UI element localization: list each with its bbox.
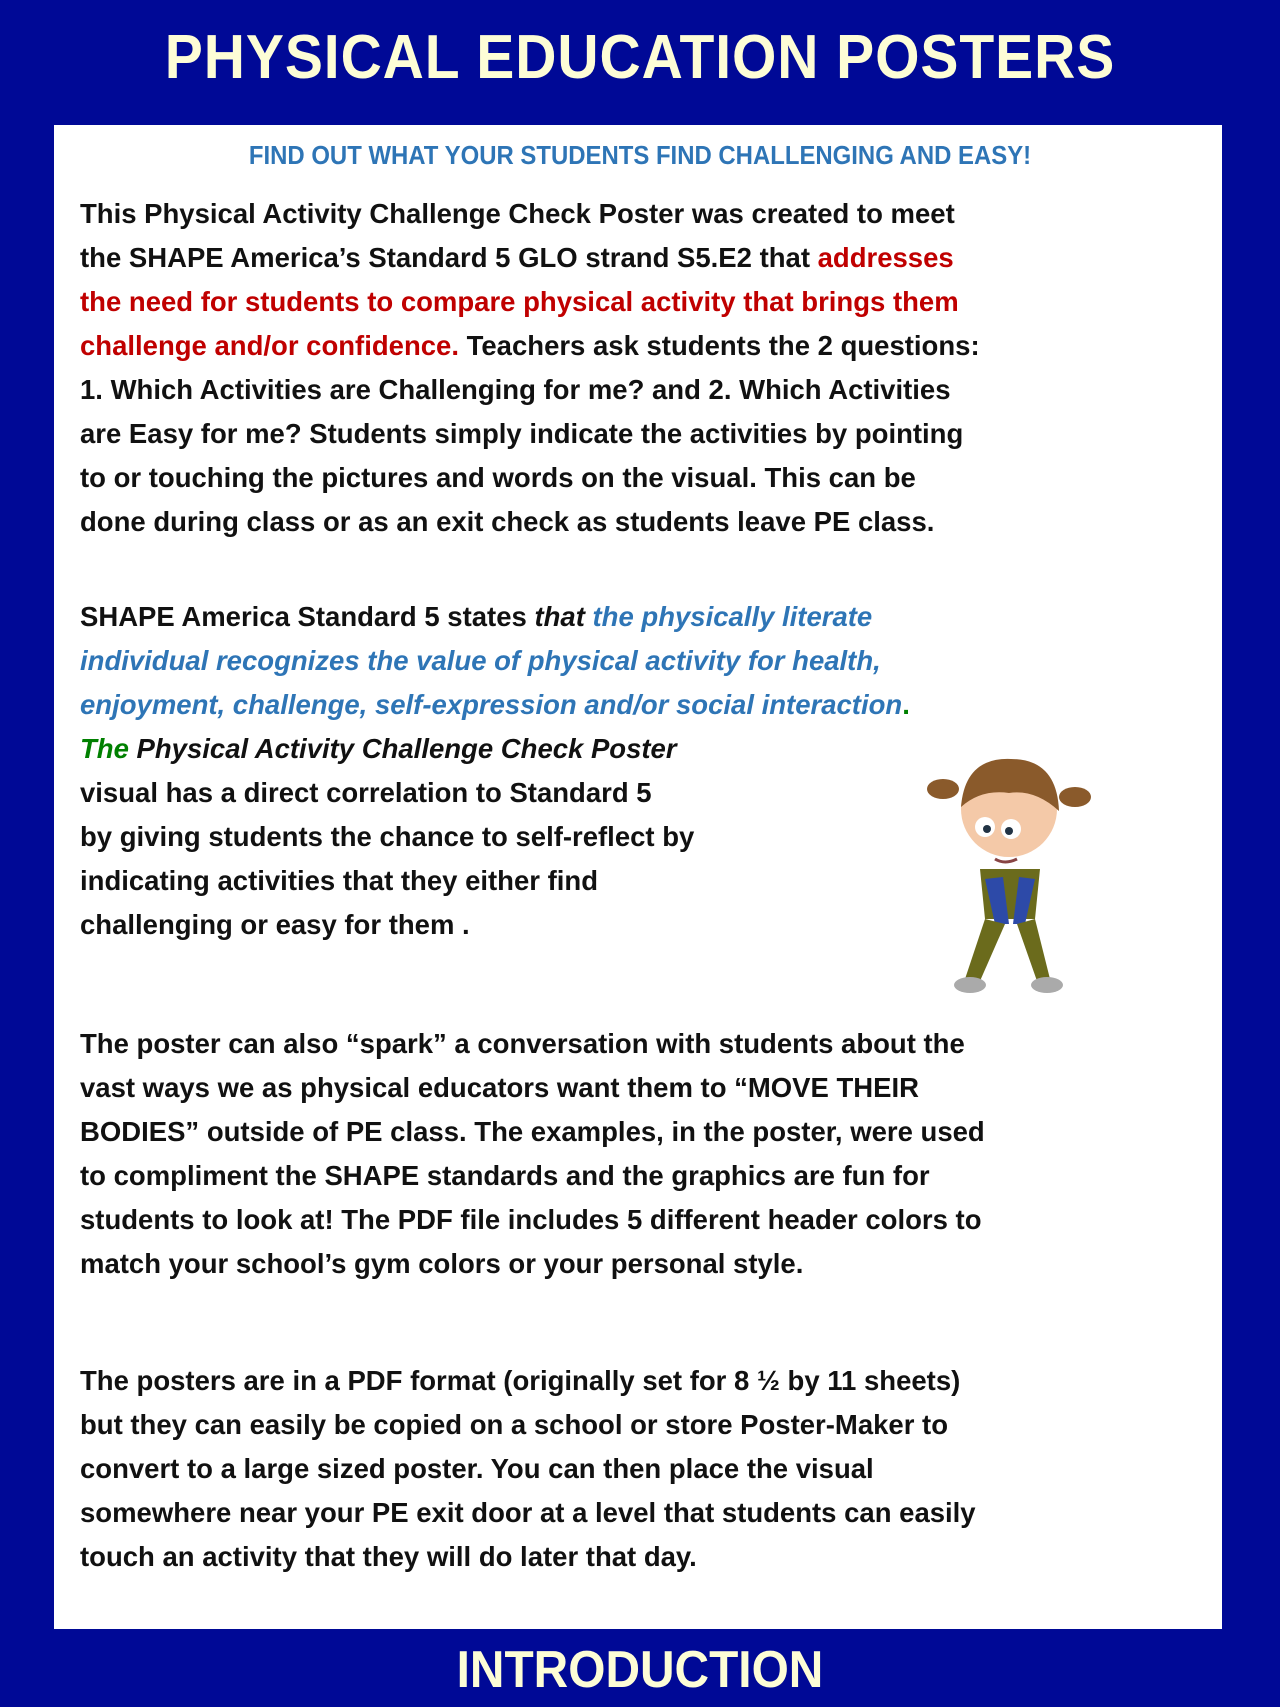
text-segment: individual recognizes the value of physical activity for health, <box>80 645 881 676</box>
text-segment: SHAPE America Standard 5 states <box>80 601 535 632</box>
text-line <box>80 1066 1210 1110</box>
text-line <box>80 324 1210 368</box>
text-segment: 1. Which Activities are Challenging for me? and 2. Which Activities <box>80 374 951 405</box>
text-line <box>80 595 1210 639</box>
text-segment: BODIES” outside of PE class. The examples, in the poster, were used <box>80 1116 985 1147</box>
text-segment: somewhere near your PE exit door at a level that students can easily <box>80 1497 976 1528</box>
text-line <box>80 192 1210 236</box>
text-segment: the physically literate <box>592 601 873 632</box>
text-line <box>80 1491 1210 1535</box>
text-line <box>80 1535 1210 1579</box>
text-line <box>80 280 1210 324</box>
text-segment: that <box>534 601 593 632</box>
text-line <box>80 639 1210 683</box>
text-line <box>80 500 1210 544</box>
text-segment: enjoyment, challenge, self-expression and/or social interaction <box>80 689 903 720</box>
text-segment: This Physical Activity Challenge Check Poster was created to meet <box>80 198 955 229</box>
text-segment: done during class or as an exit check as students leave PE class. <box>80 506 935 537</box>
text-segment: . <box>902 689 910 720</box>
paragraph-pdf-format <box>80 1359 1210 1579</box>
text-segment: challenge and/or confidence. <box>80 330 459 361</box>
text-segment: touch an activity that they will do later that day. <box>80 1541 697 1572</box>
text-line <box>80 412 1210 456</box>
text-segment: the need for students to compare physical activity that brings them <box>80 286 959 317</box>
text-segment: addresses <box>817 242 954 273</box>
text-line <box>80 1359 1210 1403</box>
text-line <box>80 1154 1210 1198</box>
paragraph-standard-intro <box>80 192 1210 544</box>
text-line <box>80 236 1210 280</box>
poster-title: PHYSICAL EDUCATION POSTERS <box>164 23 1116 92</box>
text-segment: students to look at! The PDF file includes 5 different header colors to <box>80 1204 982 1235</box>
text-segment: visual has a direct correlation to Standard 5 <box>80 777 652 808</box>
text-segment: The poster can also “spark” a conversation with students about the <box>80 1028 965 1059</box>
text-segment: vast ways we as physical educators want them to “MOVE THEIR <box>80 1072 920 1103</box>
text-segment: convert to a large sized poster. You can then place the visual <box>80 1453 874 1484</box>
text-segment: to compliment the SHAPE standards and the graphics are fun for <box>80 1160 930 1191</box>
text-line <box>80 1022 1210 1066</box>
text-line <box>80 456 1210 500</box>
paragraph-spark-conversation <box>80 1022 1210 1286</box>
text-segment: The posters are in a PDF format (originally set for 8 ½ by 11 sheets) <box>80 1365 961 1396</box>
text-line <box>80 1242 1210 1286</box>
text-segment: but they can easily be copied on a school or store Poster-Maker to <box>80 1409 948 1440</box>
text-segment: The <box>80 733 137 764</box>
text-segment: challenging or easy for them . <box>80 909 470 940</box>
text-line <box>80 1110 1210 1154</box>
text-line <box>80 683 1210 727</box>
text-segment: to or touching the pictures and words on the visual. This can be <box>80 462 916 493</box>
text-line <box>80 368 1210 412</box>
text-segment: the SHAPE America’s Standard 5 GLO strand S5.E2 that <box>80 242 818 273</box>
cartoon-girl-illustration <box>925 749 1095 1001</box>
text-segment: match your school’s gym colors or your personal style. <box>80 1248 804 1279</box>
text-segment: Teachers ask students the 2 questions: <box>458 330 980 361</box>
text-line <box>80 1198 1210 1242</box>
text-line <box>80 1447 1210 1491</box>
text-segment: by giving students the chance to self-reflect by <box>80 821 695 852</box>
footer-title: INTRODUCTION <box>456 1641 824 1699</box>
text-segment: Physical Activity Challenge Check Poster <box>136 733 677 764</box>
subtitle: FIND OUT WHAT YOUR STUDENTS FIND CHALLENGING AND EASY! <box>248 140 1032 170</box>
text-segment: are Easy for me? Students simply indicate the activities by pointing <box>80 418 964 449</box>
text-segment: indicating activities that they either find <box>80 865 599 896</box>
text-line <box>80 1403 1210 1447</box>
